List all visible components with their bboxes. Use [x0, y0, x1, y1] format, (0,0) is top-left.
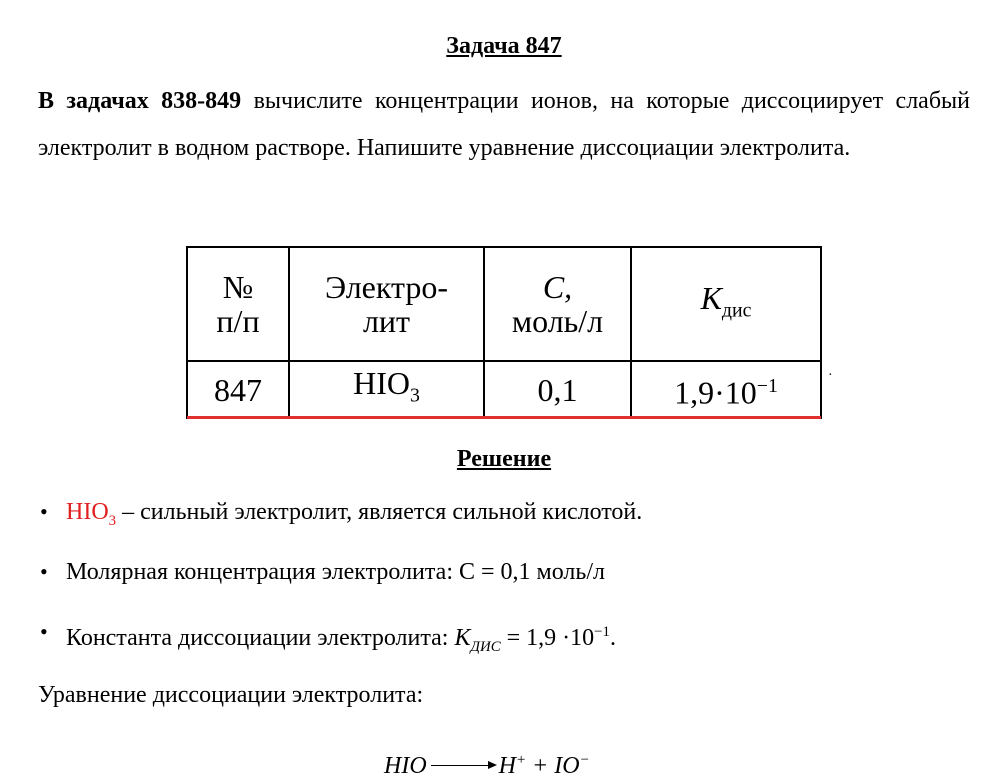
list-item — [38, 495, 970, 555]
cell-el-sub: 3 — [409, 384, 420, 407]
header-electrolyte — [289, 247, 484, 361]
b1-formula: HIO — [66, 499, 109, 525]
data-table — [186, 246, 822, 419]
header-num-line1: № — [222, 269, 254, 305]
header-c-line2: моль/л — [511, 303, 604, 339]
table-row — [187, 361, 821, 418]
header-kdis — [631, 247, 821, 361]
b3-text: Константа диссоциации электролита: — [66, 625, 455, 651]
b3-k: K — [454, 625, 471, 651]
cell-k-main: 1,9·10 — [674, 374, 757, 411]
header-k-sub: дис — [721, 299, 752, 322]
equation-label: Уравнение диссоциации электролита: — [38, 682, 424, 708]
cell-num: 847 — [187, 361, 289, 418]
table-header-row — [187, 247, 821, 361]
stray-dot: · — [828, 368, 833, 383]
cell-concentration: 0,1 — [484, 361, 631, 418]
cell-el-main: HIO — [353, 365, 410, 402]
header-el-line1: Электро- — [324, 269, 449, 305]
header-concentration — [484, 247, 631, 361]
header-num-line2: п/п — [216, 303, 260, 339]
header-num — [187, 247, 289, 361]
cell-kdis — [631, 361, 821, 418]
header-c-line1: C, — [542, 269, 573, 305]
b1-sub: 3 — [108, 512, 117, 529]
b1-text: – сильный электролит, является сильной кислотой. — [116, 499, 643, 525]
intro-paragraph — [38, 78, 970, 172]
solution-list — [38, 495, 970, 675]
header-el-line2: лит — [362, 303, 411, 339]
red-underline — [187, 416, 821, 419]
data-table-wrap — [186, 246, 822, 419]
cell-k-exp: −1 — [756, 375, 778, 398]
list-item — [38, 555, 970, 615]
solution-title: Решение — [456, 446, 552, 472]
eq-left: HIO — [384, 753, 427, 779]
b2-formula: C = 0,1 моль/л — [459, 559, 605, 585]
eq-plus: + — [526, 753, 555, 779]
b2-text: Молярная концентрация электролита: — [66, 559, 459, 585]
eq-right1: H — [498, 753, 516, 779]
list-item: • Константа диссоциации электролита: $K_{ДИС} = 1,9 \cdot 10^{-1}$. — [38, 615, 970, 675]
b3-ksub: ДИС — [470, 638, 501, 655]
b3-value: = 1,9 ·10 — [500, 625, 595, 651]
b3-exp: −1 — [594, 624, 610, 640]
task-title: Задача 847 — [446, 33, 562, 59]
cell-electrolyte — [289, 361, 484, 418]
intro-bold: В задачах 838-849 — [38, 88, 242, 114]
intro-text: вычислите концентрации ионов, на которые диссоциирует слабый электролит в водном растворе. Напишите уравнение диссоциации электролита. — [38, 88, 971, 161]
eq-right2: IO — [554, 753, 580, 779]
header-k-main: K — [700, 279, 722, 316]
eq-right2-sup: − — [579, 752, 590, 768]
arrow-right-icon — [431, 765, 495, 766]
eq-right1-sup: + — [516, 752, 527, 768]
